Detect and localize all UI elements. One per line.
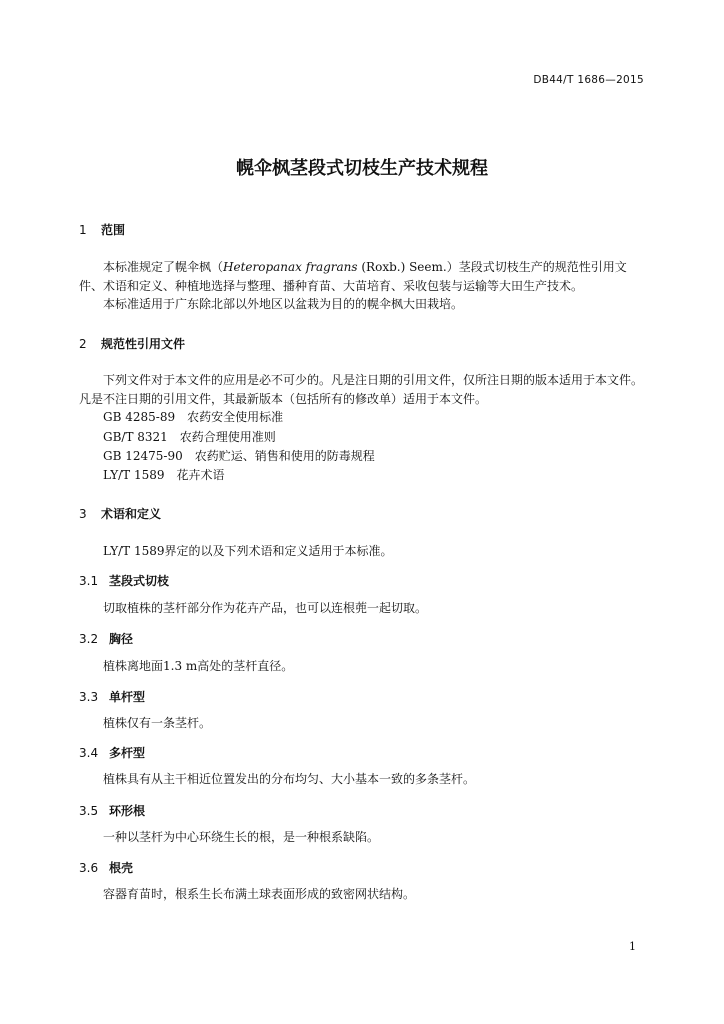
term-number: 3.3	[79, 690, 99, 704]
section-1-paragraph-2: 本标准适用于广东除北部以外地区以盆栽为目的的幌伞枫大田栽培。	[103, 297, 464, 311]
term-number: 3.5	[79, 804, 99, 818]
term-definition: 容器育苗时，根系生长布满土球表面形成的致密网状结构。	[103, 887, 416, 901]
term-heading	[79, 630, 133, 647]
term-name: 多杆型	[109, 746, 146, 760]
section-number: 3	[79, 507, 87, 521]
section-number: 2	[79, 337, 87, 351]
term-number: 3.4	[79, 746, 99, 760]
page-number: 1	[629, 940, 636, 953]
reference-item: GB/T 8321 农药合理使用准则	[103, 430, 276, 444]
paragraph-text: 本标准规定了幌伞枫（	[103, 260, 224, 274]
term-name: 胸径	[109, 632, 134, 646]
term-heading	[79, 688, 145, 705]
document-title: 幌伞枫茎段式切枝生产技术规程	[236, 158, 488, 179]
term-heading	[79, 572, 169, 589]
term-number: 3.2	[79, 632, 99, 646]
reference-item: LY/T 1589 花卉术语	[103, 468, 225, 482]
reference-item: GB 12475-90 农药贮运、销售和使用的防毒规程	[103, 449, 375, 463]
term-name: 环形根	[109, 804, 146, 818]
term-name: 根壳	[109, 861, 134, 875]
section-3-heading	[79, 505, 161, 522]
term-name: 茎段式切枝	[109, 574, 170, 588]
term-definition: 植株仅有一条茎杆。	[103, 716, 212, 730]
latin-name: Heteropanax fragrans	[223, 260, 358, 274]
section-3-intro: LY/T 1589界定的以及下列术语和定义适用于本标准。	[103, 544, 393, 558]
standard-number: DB44/T 1686—2015	[533, 74, 644, 86]
section-1-heading	[79, 221, 125, 238]
term-number: 3.1	[79, 574, 99, 588]
term-heading	[79, 744, 145, 761]
section-title: 范围	[101, 223, 126, 237]
section-title: 术语和定义	[101, 507, 162, 521]
section-title: 规范性引用文件	[101, 337, 186, 351]
section-2-heading	[79, 335, 185, 352]
term-heading	[79, 802, 145, 819]
term-definition: 植株离地面1.3 m高处的茎杆直径。	[103, 659, 294, 673]
section-2-paragraph-1: 下列文件对于本文件的应用是必不可少的。凡是注日期的引用文件，仅所注日期的版本适用于本文件。凡是不注日期的引用文件，其最新版本（包括所有的修改单）适用于本文件。	[79, 373, 644, 406]
term-definition: 一种以茎杆为中心环绕生长的根，是一种根系缺陷。	[103, 830, 380, 844]
term-number: 3.6	[79, 861, 99, 875]
term-heading	[79, 859, 133, 876]
section-1-paragraph-1	[79, 258, 645, 296]
term-definition: 切取植株的茎杆部分作为花卉产品，也可以连根蔸一起切取。	[103, 601, 428, 615]
term-definition: 植株具有从主干相近位置发出的分布均匀、大小基本一致的多条茎杆。	[103, 772, 476, 786]
reference-item: GB 4285-89 农药安全使用标准	[103, 410, 284, 424]
section-number: 1	[79, 223, 87, 237]
paragraph-text: (Roxb.) Seem.）茎段式切枝生产的规范性引用文件、术语和定义、种植地选择与整理、播种育苗、大苗培育、采收包装与运输等大田生产技术。	[79, 260, 627, 293]
term-name: 单杆型	[109, 690, 146, 704]
